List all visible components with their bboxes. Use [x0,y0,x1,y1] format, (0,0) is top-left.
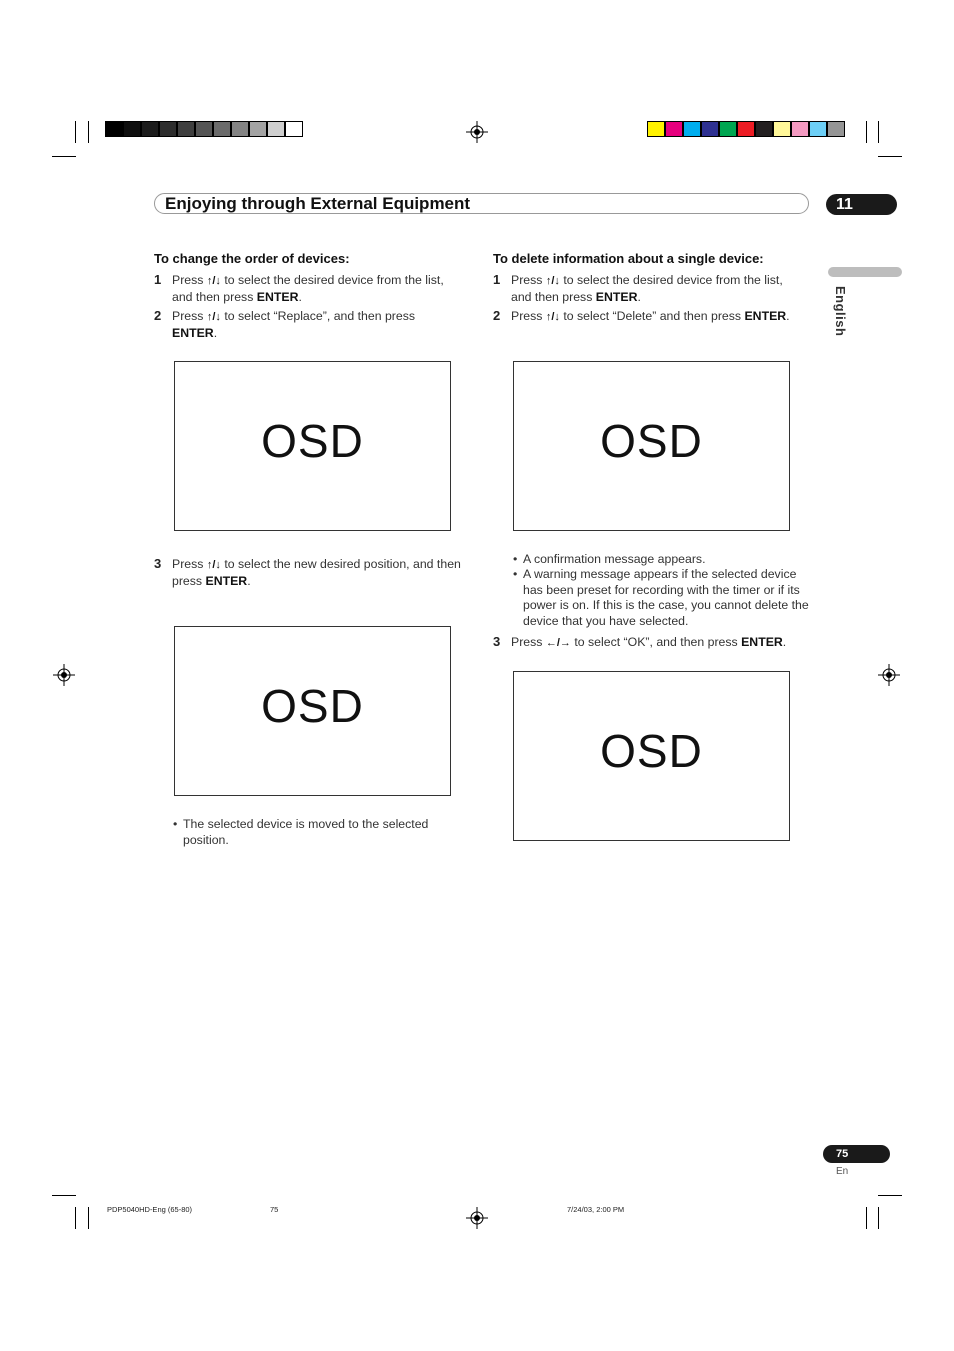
registration-mark-icon [466,1207,488,1229]
up-down-arrow-icon: ↑/↓ [545,275,560,287]
color-swatch [159,121,177,137]
color-swatch [701,121,719,137]
step-number: 2 [493,308,501,323]
color-swatch [755,121,773,137]
language-tab-label: English [833,286,848,337]
crop-mark [52,156,76,157]
color-swatch [719,121,737,137]
left-right-arrow-icon: ←/→ [545,637,571,649]
color-swatch [105,121,123,137]
osd-placeholder: OSD [174,361,451,531]
registration-mark-icon [466,121,488,143]
color-swatch [827,121,845,137]
up-down-arrow-icon: ↑/↓ [545,311,560,323]
color-bar [647,121,845,137]
color-swatch [647,121,665,137]
footer-file-page: 75 [270,1205,279,1214]
step-number: 1 [154,272,162,287]
up-down-arrow-icon: ↑/↓ [206,275,221,287]
crop-mark [878,121,879,143]
crop-mark [52,1195,76,1196]
color-swatch [737,121,755,137]
left-heading: To change the order of devices: [154,251,350,266]
osd-placeholder: OSD [174,626,451,796]
crop-mark [866,121,867,143]
bullet-item: • A warning message appears if the selected device has been preset for recording with the timer or if its power is on. If this is the case, you cannot delete the device that you have selected. [513,567,809,628]
color-swatch [285,121,303,137]
footer-timestamp: 7/24/03, 2:00 PM [567,1205,625,1214]
step-text: Press ↑/↓ to select the new desired position, and then press ENTER. [172,557,461,588]
color-swatch [141,121,159,137]
color-swatch [231,121,249,137]
section-title: Enjoying through External Equipment [165,194,471,213]
step-number: 3 [154,556,162,571]
bullet-item: • A confirmation message appears. [513,552,706,566]
color-swatch [665,121,683,137]
up-down-arrow-icon: ↑/↓ [206,559,221,571]
crop-mark [75,121,76,143]
step-number: 1 [493,272,501,287]
color-swatch [791,121,809,137]
step-text: Press ↑/↓ to select “Delete” and then press ENTER. [511,309,790,323]
color-swatch [123,121,141,137]
color-swatch [249,121,267,137]
color-swatch [195,121,213,137]
crop-mark [878,1195,902,1196]
chapter-number: 11 [836,196,853,213]
page-number: 75 [836,1148,849,1160]
page-number-badge [823,1145,890,1163]
step-text: Press ←/→ to select “OK”, and then press ENTER. [511,635,787,649]
color-swatch [267,121,285,137]
step-number: 3 [493,634,501,649]
osd-placeholder: OSD [513,361,790,531]
color-swatch [773,121,791,137]
crop-mark [878,156,902,157]
step-text: Press ↑/↓ to select the desired device from the list, and then press ENTER. [172,273,444,304]
crop-mark [866,1207,867,1229]
grayscale-bar [105,121,303,137]
crop-mark [88,121,89,143]
page-language: En [836,1166,849,1177]
color-swatch [213,121,231,137]
crop-mark [88,1207,89,1229]
color-swatch [809,121,827,137]
footer-filename: PDP5040HD-Eng (65-80) [107,1205,193,1214]
color-swatch [177,121,195,137]
step-number: 2 [154,308,162,323]
step-text: Press ↑/↓ to select the desired device from the list, and then press ENTER. [511,273,783,304]
registration-mark-icon [878,664,900,686]
up-down-arrow-icon: ↑/↓ [206,311,221,323]
color-swatch [683,121,701,137]
step-text: Press ↑/↓ to select “Replace”, and then press ENTER. [172,309,416,340]
right-heading: To delete information about a single device: [493,251,764,266]
osd-placeholder: OSD [513,671,790,841]
registration-mark-icon [53,664,75,686]
crop-mark [878,1207,879,1229]
language-tab-bar [828,267,902,277]
bullet-item: • The selected device is moved to the selected position. [173,817,429,847]
crop-mark [75,1207,76,1229]
